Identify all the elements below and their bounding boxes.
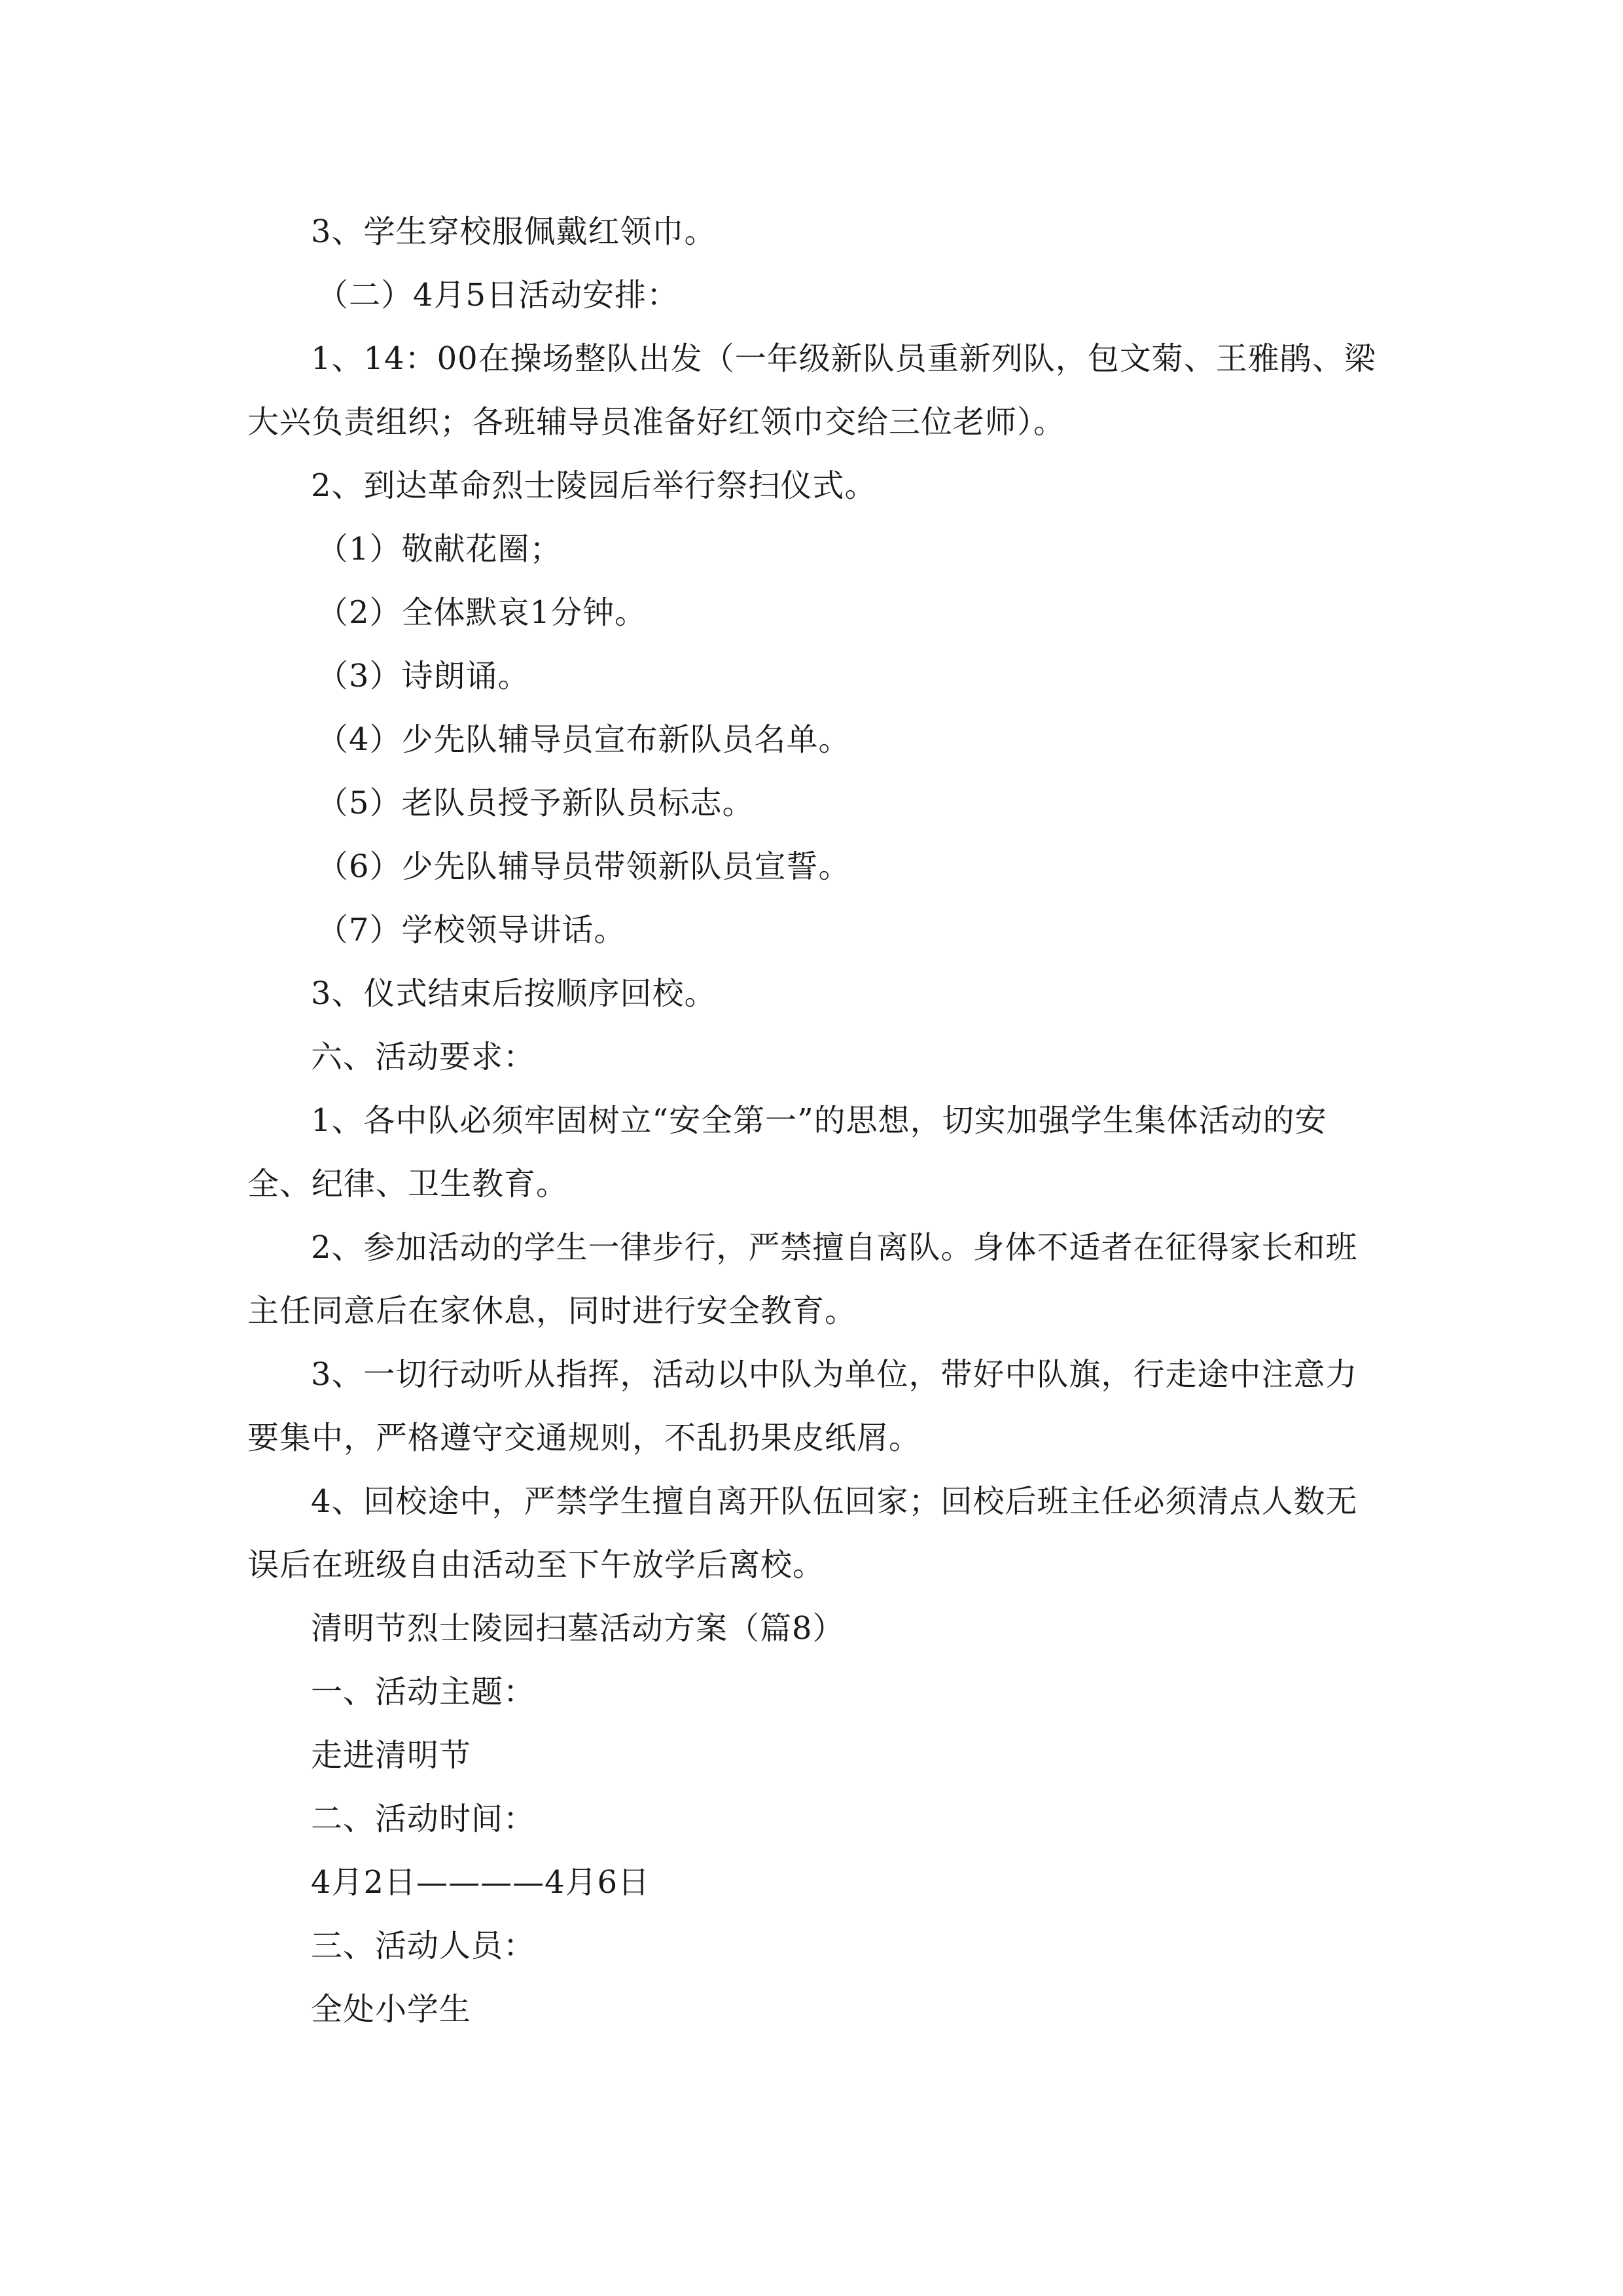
paragraph: 4月2日————4月6日 xyxy=(311,1864,651,1901)
section-heading: （二）4月5日活动安排： xyxy=(317,277,679,314)
paragraph: 2、参加活动的学生一律步行，严禁擅自离队。身体不适者在征得家长和班主任同意后在家休息，同时进行安全教育。 xyxy=(247,1229,1358,1329)
list-item: （4）少先队辅导员宣布新队员名单。 xyxy=(317,721,851,758)
paragraph: 全处小学生 xyxy=(311,1991,472,2028)
list-item: （7）学校领导讲话。 xyxy=(317,912,626,948)
paragraph: 2、到达革命烈士陵园后举行祭扫仪式。 xyxy=(311,467,877,504)
paragraph: 4、回校途中，严禁学生擅自离开队伍回家；回校后班主任必须清点人数无误后在班级自由活动至下午放学后离校。 xyxy=(247,1483,1358,1583)
document-body xyxy=(247,200,1380,2041)
paragraph: 1、14：00在操场整队出发（一年级新队员重新列队，包文菊、王雅鹃、梁大兴负责组织；各班辅导员准备好红领巾交给三位老师）。 xyxy=(247,340,1376,440)
section-heading: 三、活动人员： xyxy=(311,1928,536,1964)
paragraph: 3、仪式结束后按顺序回校。 xyxy=(311,975,717,1012)
list-item: （6）少先队辅导员带领新队员宣誓。 xyxy=(317,848,851,885)
section-heading: 二、活动时间： xyxy=(311,1801,536,1837)
list-item: （2）全体默哀1分钟。 xyxy=(317,594,647,631)
list-item: （1）敬献花圈； xyxy=(317,531,562,567)
section-heading: 一、活动主题： xyxy=(311,1674,536,1710)
paragraph: 3、学生穿校服佩戴红领巾。 xyxy=(311,213,717,250)
paragraph: 走进清明节 xyxy=(311,1737,472,1774)
section-heading: 六、活动要求： xyxy=(311,1039,536,1075)
paragraph: 3、一切行动听从指挥，活动以中队为单位，带好中队旗，行走途中注意力要集中，严格遵守交通规则，不乱扔果皮纸屑。 xyxy=(247,1356,1358,1456)
document-title: 清明节烈士陵园扫墓活动方案（篇8） xyxy=(311,1610,845,1647)
paragraph: 1、各中队必须牢固树立“安全第一”的思想，切实加强学生集体活动的安全、纪律、卫生教育。 xyxy=(247,1102,1327,1202)
list-item: （5）老队员授予新队员标志。 xyxy=(317,785,755,821)
list-item: （3）诗朗诵。 xyxy=(317,658,530,694)
